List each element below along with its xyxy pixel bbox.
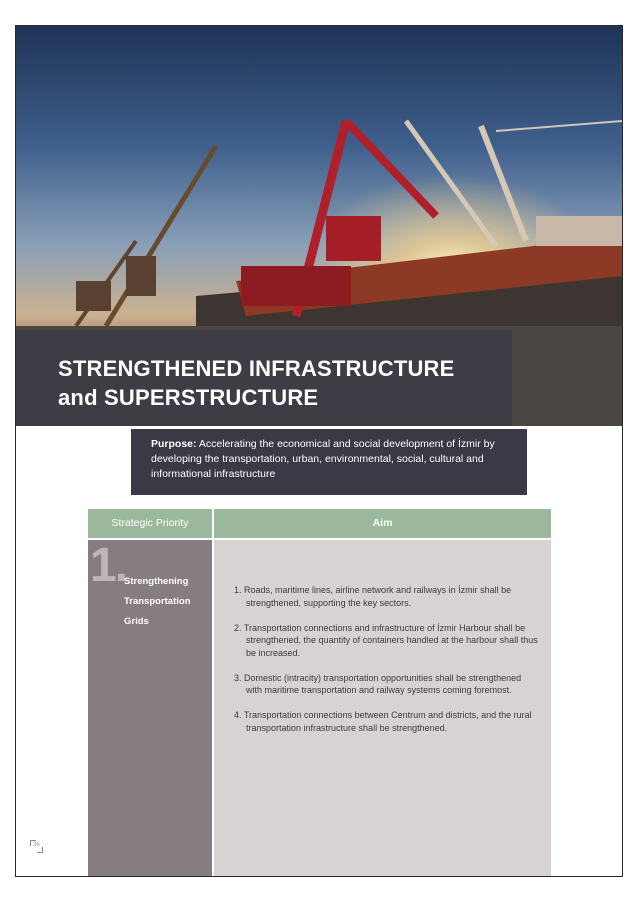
header-strategic-priority: Strategic Priority <box>88 509 212 538</box>
page-frame <box>15 25 623 877</box>
aim-item: 3. Domestic (intracity) transportation opportunities shall be strengthened with maritime transportation and railway systems coming foremost. <box>234 672 522 695</box>
aim-item: 1. Roads, maritime lines, airline network and railways in İzmir shall be strengthened, supporting the key sectors. <box>234 585 512 608</box>
page-title <box>58 354 455 412</box>
header-aim: Aim <box>214 509 551 538</box>
priority-label-line: Transportation <box>124 596 191 607</box>
purpose-text: Accelerating the economical and social development of İzmir by developing the transportation, urban, environmental, social, cultural and informational infrastructure <box>151 438 495 480</box>
title-line-1: STRENGTHENED INFRASTRUCTURE <box>58 356 455 381</box>
priority-column <box>88 540 212 877</box>
title-line-2: and SUPERSTRUCTURE <box>58 385 319 410</box>
aim-column <box>214 540 551 877</box>
aim-list <box>234 584 539 747</box>
hero-photo <box>16 26 622 426</box>
purpose-box <box>131 429 527 495</box>
page-number-mark <box>30 840 43 853</box>
title-band <box>16 330 512 426</box>
aim-item: 4. Transportation connections between Centrum and districts, and the rural transportation infrastructure shall be strengthened. <box>234 710 532 733</box>
priority-number: 1. <box>90 539 127 592</box>
priority-label <box>124 572 210 632</box>
priority-label-line: Strengthening <box>124 576 189 587</box>
aim-item: 2. Transportation connections and infrastructure of İzmir Harbour shall be strengthened, the quantity of containers handled at the harbour shall thus be increased. <box>234 622 538 658</box>
priority-label-line: Grids <box>124 616 149 627</box>
page-number: 36 <box>33 842 40 848</box>
purpose-label: Purpose: <box>151 438 197 450</box>
